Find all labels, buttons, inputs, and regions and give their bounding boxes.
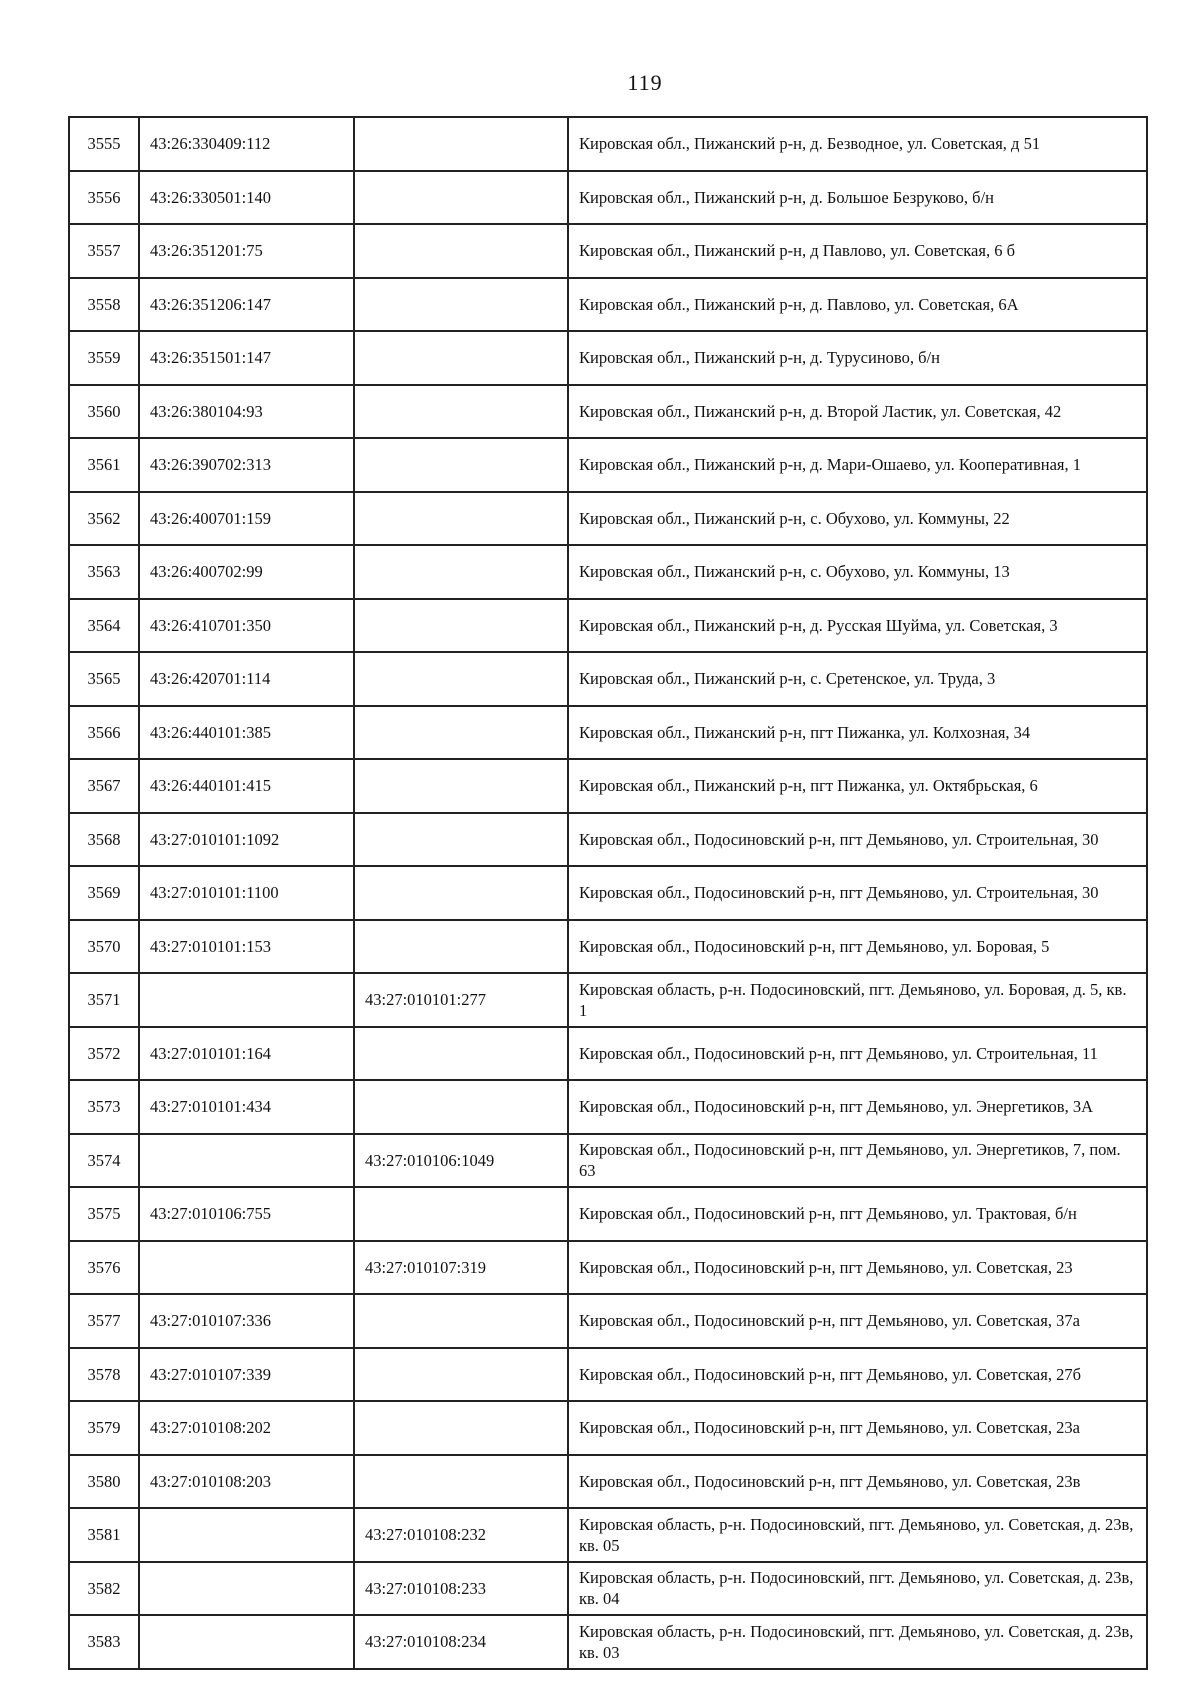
row-number-cell: 3579 bbox=[69, 1401, 139, 1455]
premises-cadastral-number-cell bbox=[354, 278, 568, 332]
row-number-cell: 3573 bbox=[69, 1080, 139, 1134]
premises-cadastral-number-cell bbox=[354, 1348, 568, 1402]
row-number-cell: 3558 bbox=[69, 278, 139, 332]
row-number-cell: 3568 bbox=[69, 813, 139, 867]
address-cell: Кировская обл., Подосиновский р-н, пгт Демьяново, ул. Советская, 23 bbox=[568, 1241, 1147, 1295]
premises-cadastral-number-cell bbox=[354, 866, 568, 920]
premises-cadastral-number-cell bbox=[354, 438, 568, 492]
row-number-cell: 3580 bbox=[69, 1455, 139, 1509]
premises-cadastral-number-cell: 43:27:010108:233 bbox=[354, 1562, 568, 1616]
address-cell: Кировская обл., Пижанский р-н, д. Большое Безруково, б/н bbox=[568, 171, 1147, 225]
land-cadastral-number-cell: 43:27:010107:339 bbox=[139, 1348, 354, 1402]
premises-cadastral-number-cell: 43:27:010107:319 bbox=[354, 1241, 568, 1295]
land-cadastral-number-cell bbox=[139, 1615, 354, 1669]
premises-cadastral-number-cell bbox=[354, 1455, 568, 1509]
table-row bbox=[69, 920, 1147, 974]
row-number-cell: 3565 bbox=[69, 652, 139, 706]
land-cadastral-number-cell: 43:27:010108:203 bbox=[139, 1455, 354, 1509]
address-cell: Кировская обл., Пижанский р-н, д. Мари-Ошаево, ул. Кооперативная, 1 bbox=[568, 438, 1147, 492]
table-row bbox=[69, 1294, 1147, 1348]
address-cell: Кировская обл., Подосиновский р-н, пгт Демьяново, ул. Советская, 23в bbox=[568, 1455, 1147, 1509]
row-number-cell: 3559 bbox=[69, 331, 139, 385]
registry-table-body bbox=[69, 117, 1147, 1669]
land-cadastral-number-cell bbox=[139, 1241, 354, 1295]
address-cell: Кировская обл., Подосиновский р-н, пгт Демьяново, ул. Трактовая, б/н bbox=[568, 1187, 1147, 1241]
registry-table bbox=[68, 116, 1148, 1670]
table-row bbox=[69, 866, 1147, 920]
address-cell: Кировская обл., Подосиновский р-н, пгт Демьяново, ул. Энергетиков, 3А bbox=[568, 1080, 1147, 1134]
table-row bbox=[69, 438, 1147, 492]
row-number-cell: 3557 bbox=[69, 224, 139, 278]
address-cell: Кировская обл., Подосиновский р-н, пгт Демьяново, ул. Советская, 23а bbox=[568, 1401, 1147, 1455]
land-cadastral-number-cell: 43:26:330409:112 bbox=[139, 117, 354, 171]
address-cell: Кировская обл., Пижанский р-н, д. Павлово, ул. Советская, 6А bbox=[568, 278, 1147, 332]
premises-cadastral-number-cell: 43:27:010108:232 bbox=[354, 1508, 568, 1562]
row-number-cell: 3564 bbox=[69, 599, 139, 653]
row-number-cell: 3567 bbox=[69, 759, 139, 813]
table-row bbox=[69, 759, 1147, 813]
address-cell: Кировская область, р-н. Подосиновский, пгт. Демьяново, ул. Боровая, д. 5, кв. 1 bbox=[568, 973, 1147, 1027]
premises-cadastral-number-cell bbox=[354, 652, 568, 706]
land-cadastral-number-cell: 43:26:351206:147 bbox=[139, 278, 354, 332]
land-cadastral-number-cell: 43:26:410701:350 bbox=[139, 599, 354, 653]
row-number-cell: 3570 bbox=[69, 920, 139, 974]
table-row bbox=[69, 545, 1147, 599]
row-number-cell: 3577 bbox=[69, 1294, 139, 1348]
table-row bbox=[69, 973, 1147, 1027]
row-number-cell: 3578 bbox=[69, 1348, 139, 1402]
premises-cadastral-number-cell bbox=[354, 224, 568, 278]
table-row bbox=[69, 171, 1147, 225]
row-number-cell: 3575 bbox=[69, 1187, 139, 1241]
address-cell: Кировская обл., Подосиновский р-н, пгт Демьяново, ул. Советская, 27б bbox=[568, 1348, 1147, 1402]
address-cell: Кировская обл., Пижанский р-н, д. Безводное, ул. Советская, д 51 bbox=[568, 117, 1147, 171]
land-cadastral-number-cell bbox=[139, 1134, 354, 1188]
table-row bbox=[69, 1134, 1147, 1188]
row-number-cell: 3571 bbox=[69, 973, 139, 1027]
row-number-cell: 3581 bbox=[69, 1508, 139, 1562]
address-cell: Кировская обл., Пижанский р-н, д Павлово, ул. Советская, 6 б bbox=[568, 224, 1147, 278]
address-cell: Кировская обл., Пижанский р-н, пгт Пижанка, ул. Колхозная, 34 bbox=[568, 706, 1147, 760]
land-cadastral-number-cell: 43:26:351201:75 bbox=[139, 224, 354, 278]
table-row bbox=[69, 117, 1147, 171]
address-cell: Кировская обл., Пижанский р-н, с. Сретенское, ул. Труда, 3 bbox=[568, 652, 1147, 706]
address-cell: Кировская обл., Пижанский р-н, с. Обухово, ул. Коммуны, 13 bbox=[568, 545, 1147, 599]
land-cadastral-number-cell: 43:27:010101:153 bbox=[139, 920, 354, 974]
premises-cadastral-number-cell bbox=[354, 1187, 568, 1241]
address-cell: Кировская обл., Пижанский р-н, с. Обухово, ул. Коммуны, 22 bbox=[568, 492, 1147, 546]
table-row bbox=[69, 1508, 1147, 1562]
table-row bbox=[69, 331, 1147, 385]
premises-cadastral-number-cell: 43:27:010108:234 bbox=[354, 1615, 568, 1669]
address-cell: Кировская область, р-н. Подосиновский, пгт. Демьяново, ул. Советская, д. 23в, кв. 04 bbox=[568, 1562, 1147, 1616]
address-cell: Кировская область, р-н. Подосиновский, пгт. Демьяново, ул. Советская, д. 23в, кв. 03 bbox=[568, 1615, 1147, 1669]
row-number-cell: 3566 bbox=[69, 706, 139, 760]
land-cadastral-number-cell: 43:27:010106:755 bbox=[139, 1187, 354, 1241]
land-cadastral-number-cell: 43:26:400701:159 bbox=[139, 492, 354, 546]
table-row bbox=[69, 1615, 1147, 1669]
row-number-cell: 3582 bbox=[69, 1562, 139, 1616]
premises-cadastral-number-cell: 43:27:010101:277 bbox=[354, 973, 568, 1027]
row-number-cell: 3583 bbox=[69, 1615, 139, 1669]
premises-cadastral-number-cell bbox=[354, 545, 568, 599]
table-row bbox=[69, 813, 1147, 867]
land-cadastral-number-cell: 43:26:440101:385 bbox=[139, 706, 354, 760]
table-row bbox=[69, 1080, 1147, 1134]
table-row bbox=[69, 1401, 1147, 1455]
land-cadastral-number-cell: 43:27:010101:164 bbox=[139, 1027, 354, 1081]
row-number-cell: 3556 bbox=[69, 171, 139, 225]
land-cadastral-number-cell: 43:26:420701:114 bbox=[139, 652, 354, 706]
row-number-cell: 3561 bbox=[69, 438, 139, 492]
premises-cadastral-number-cell bbox=[354, 117, 568, 171]
land-cadastral-number-cell bbox=[139, 973, 354, 1027]
premises-cadastral-number-cell bbox=[354, 599, 568, 653]
table-row bbox=[69, 652, 1147, 706]
premises-cadastral-number-cell bbox=[354, 813, 568, 867]
row-number-cell: 3576 bbox=[69, 1241, 139, 1295]
land-cadastral-number-cell: 43:27:010101:1100 bbox=[139, 866, 354, 920]
premises-cadastral-number-cell bbox=[354, 1401, 568, 1455]
land-cadastral-number-cell bbox=[139, 1562, 354, 1616]
premises-cadastral-number-cell bbox=[354, 331, 568, 385]
premises-cadastral-number-cell bbox=[354, 920, 568, 974]
land-cadastral-number-cell: 43:26:400702:99 bbox=[139, 545, 354, 599]
row-number-cell: 3555 bbox=[69, 117, 139, 171]
address-cell: Кировская обл., Пижанский р-н, пгт Пижанка, ул. Октябрьская, 6 bbox=[568, 759, 1147, 813]
row-number-cell: 3562 bbox=[69, 492, 139, 546]
page-number: 119 bbox=[627, 70, 663, 95]
premises-cadastral-number-cell bbox=[354, 492, 568, 546]
premises-cadastral-number-cell: 43:27:010106:1049 bbox=[354, 1134, 568, 1188]
address-cell: Кировская обл., Пижанский р-н, д. Русская Шуйма, ул. Советская, 3 bbox=[568, 599, 1147, 653]
table-row bbox=[69, 1187, 1147, 1241]
table-row bbox=[69, 1348, 1147, 1402]
row-number-cell: 3560 bbox=[69, 385, 139, 439]
land-cadastral-number-cell: 43:26:380104:93 bbox=[139, 385, 354, 439]
premises-cadastral-number-cell bbox=[354, 171, 568, 225]
address-cell: Кировская обл., Подосиновский р-н, пгт Демьяново, ул. Строительная, 30 bbox=[568, 866, 1147, 920]
address-cell: Кировская обл., Подосиновский р-н, пгт Демьяново, ул. Советская, 37а bbox=[568, 1294, 1147, 1348]
land-cadastral-number-cell: 43:27:010107:336 bbox=[139, 1294, 354, 1348]
address-cell: Кировская обл., Подосиновский р-н, пгт Демьяново, ул. Энергетиков, 7, пом. 63 bbox=[568, 1134, 1147, 1188]
address-cell: Кировская обл., Подосиновский р-н, пгт Демьяново, ул. Строительная, 30 bbox=[568, 813, 1147, 867]
land-cadastral-number-cell: 43:27:010101:1092 bbox=[139, 813, 354, 867]
premises-cadastral-number-cell bbox=[354, 1294, 568, 1348]
address-cell: Кировская обл., Пижанский р-н, д. Турусиново, б/н bbox=[568, 331, 1147, 385]
land-cadastral-number-cell: 43:27:010101:434 bbox=[139, 1080, 354, 1134]
premises-cadastral-number-cell bbox=[354, 385, 568, 439]
table-row bbox=[69, 492, 1147, 546]
premises-cadastral-number-cell bbox=[354, 1080, 568, 1134]
row-number-cell: 3563 bbox=[69, 545, 139, 599]
table-row bbox=[69, 278, 1147, 332]
row-number-cell: 3572 bbox=[69, 1027, 139, 1081]
table-row bbox=[69, 1455, 1147, 1509]
land-cadastral-number-cell: 43:26:330501:140 bbox=[139, 171, 354, 225]
row-number-cell: 3569 bbox=[69, 866, 139, 920]
address-cell: Кировская обл., Подосиновский р-н, пгт Демьяново, ул. Боровая, 5 bbox=[568, 920, 1147, 974]
land-cadastral-number-cell: 43:26:351501:147 bbox=[139, 331, 354, 385]
address-cell: Кировская область, р-н. Подосиновский, пгт. Демьяново, ул. Советская, д. 23в, кв. 05 bbox=[568, 1508, 1147, 1562]
table-row bbox=[69, 1027, 1147, 1081]
row-number-cell: 3574 bbox=[69, 1134, 139, 1188]
premises-cadastral-number-cell bbox=[354, 759, 568, 813]
address-cell: Кировская обл., Пижанский р-н, д. Второй Ластик, ул. Советская, 42 bbox=[568, 385, 1147, 439]
table-row bbox=[69, 706, 1147, 760]
premises-cadastral-number-cell bbox=[354, 1027, 568, 1081]
table-row bbox=[69, 1562, 1147, 1616]
table-row bbox=[69, 599, 1147, 653]
land-cadastral-number-cell bbox=[139, 1508, 354, 1562]
land-cadastral-number-cell: 43:26:440101:415 bbox=[139, 759, 354, 813]
table-row bbox=[69, 385, 1147, 439]
table-row bbox=[69, 1241, 1147, 1295]
land-cadastral-number-cell: 43:26:390702:313 bbox=[139, 438, 354, 492]
address-cell: Кировская обл., Подосиновский р-н, пгт Демьяново, ул. Строительная, 11 bbox=[568, 1027, 1147, 1081]
land-cadastral-number-cell: 43:27:010108:202 bbox=[139, 1401, 354, 1455]
premises-cadastral-number-cell bbox=[354, 706, 568, 760]
table-row bbox=[69, 224, 1147, 278]
